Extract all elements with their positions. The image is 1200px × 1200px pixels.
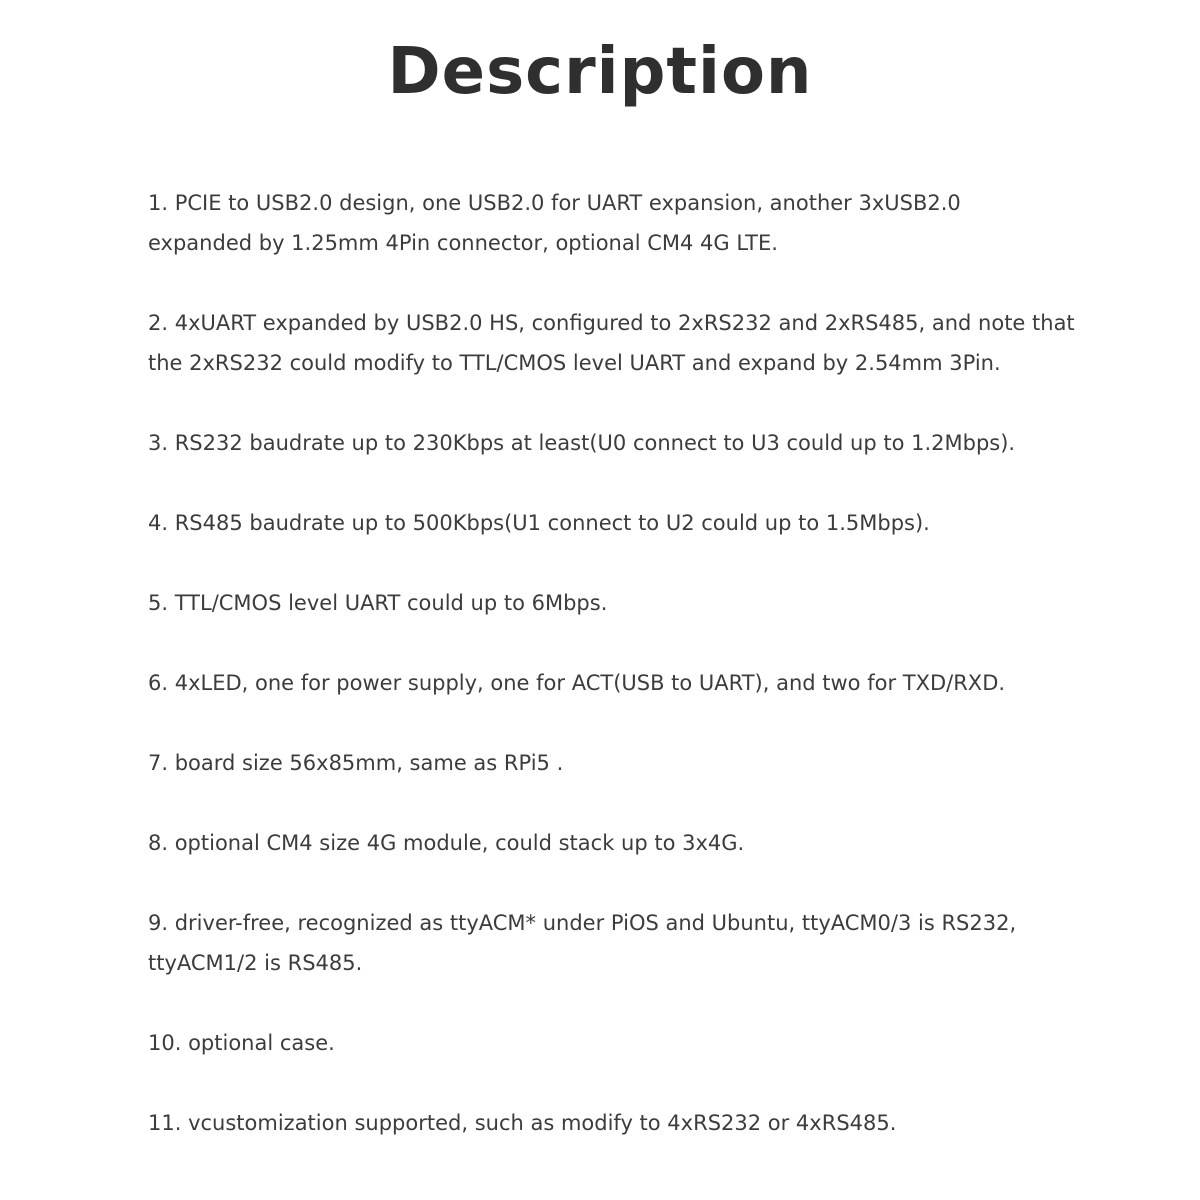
list-item-text: 3. RS232 baudrate up to 230Kbps at least(U0 connect to U3 could up to 1.2Mbps). — [148, 431, 1016, 455]
list-item-text: 10. optional case. — [148, 1031, 335, 1055]
list-item-3 — [148, 423, 1088, 463]
list-item-6 — [148, 663, 1088, 703]
list-item-text: 11. vcustomization supported, such as modify to 4xRS232 or 4xRS485. — [148, 1111, 897, 1135]
list-item-text: 9. driver-free, recognized as ttyACM* under PiOS and Ubuntu, ttyACM0/3 is RS232, — [148, 911, 1017, 935]
list-item-text: 7. board size 56x85mm, same as RPi5 . — [148, 751, 564, 775]
list-item-4 — [148, 503, 1088, 543]
list-item-text: expanded by 1.25mm 4Pin connector, optional CM4 4G LTE. — [148, 231, 778, 255]
list-item-text: 4. RS485 baudrate up to 500Kbps(U1 connect to U2 could up to 1.5Mbps). — [148, 511, 930, 535]
list-item-text: 8. optional CM4 size 4G module, could stack up to 3x4G. — [148, 831, 745, 855]
description-list — [148, 183, 1088, 1183]
list-item-11 — [148, 1103, 1088, 1143]
list-item-1 — [148, 183, 1088, 263]
list-item-2 — [148, 303, 1088, 383]
page-title: Description — [387, 35, 813, 109]
list-item-5 — [148, 583, 1088, 623]
list-item-7 — [148, 743, 1088, 783]
list-item-text: 6. 4xLED, one for power supply, one for ACT(USB to UART), and two for TXD/RXD. — [148, 671, 1006, 695]
list-item-text: ttyACM1/2 is RS485. — [148, 951, 363, 975]
list-item-text: 2. 4xUART expanded by USB2.0 HS, configured to 2xRS232 and 2xRS485, and note that — [148, 311, 1075, 335]
list-item-text: 1. PCIE to USB2.0 design, one USB2.0 for UART expansion, another 3xUSB2.0 — [148, 191, 961, 215]
list-item-10 — [148, 1023, 1088, 1063]
list-item-8 — [148, 823, 1088, 863]
list-item-text: the 2xRS232 could modify to TTL/CMOS level UART and expand by 2.54mm 3Pin. — [148, 351, 1001, 375]
list-item-9 — [148, 903, 1088, 983]
list-item-text: 5. TTL/CMOS level UART could up to 6Mbps. — [148, 591, 608, 615]
